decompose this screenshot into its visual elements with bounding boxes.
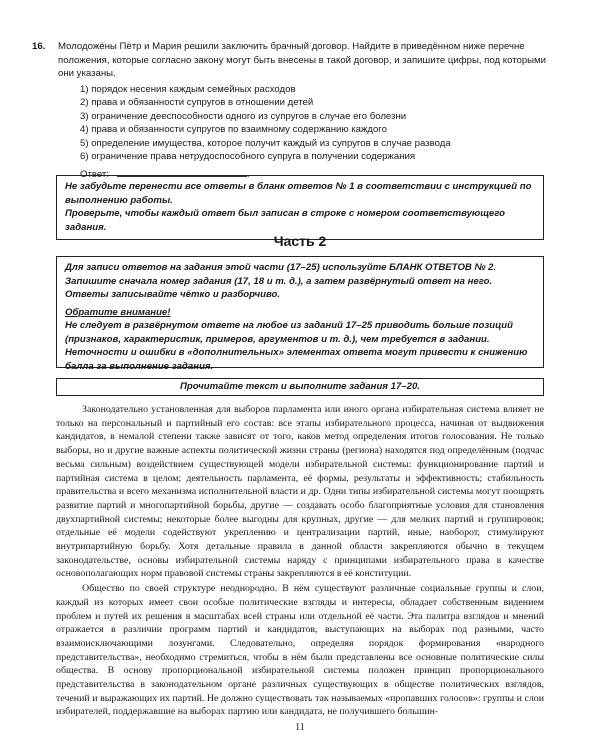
attention-text: Не следует в развёрнутом ответе на любое из заданий 17–25 приводить больше позиций (признаков, характеристик, примеров, аргументов и т. д.), чем требуется в задании. Неточности и ошибки в «дополнительных» элементах ответа могут привести к снижению балла за выполнение задания. [65,320,528,372]
option-item: 6) ограничение права нетрудоспособного супруга в получении содержания [80,151,416,162]
task-16 [32,40,558,181]
option-item: 5) определение имущества, которое получит каждый из супругов в случае развода [80,137,451,149]
answer-end: . [246,168,250,180]
option-item: 3) ограничение дееспособности одного из супругов в случае его болезни [80,110,407,122]
option-item: 2) права и обязанности супругов в отношении детей [80,97,314,108]
option-item: 1) порядок несения каждым семейных расходов [80,83,296,95]
reading-text [56,403,544,719]
instructions-box [56,256,544,372]
task-options [80,83,558,164]
paragraph-1: Законодательно установленная для выборов парламента или иного органа избирательная система влияет не только на персональный и партийный его состав: все этапы избирательного процесса, начиная от выдвижения кандидатов, в немалой степени также зависят от того, каков метод определения итогов голосования. Не только выборы, но и другие важные аспекты политической жизни страны (региона) находятся под определённым (подчас весьма сильным) воздействием существующей модели избирательной системы: функционирование партий и партийная система в целом; деятельность парламента, её формы, результаты и эффективность; стабильность правительства и всего механизма исполнительной власти и др. Одни типы избирательной системы могут поощрять развитие партий и многопартийной борьбы, другие — создавать особо благоприятные условия для становления двухпартийной системы; некоторые более выгодны для крупных, другие — для мелких партий и группировок; отдельные её модели содействуют укреплению и централизации партий, иные, наоборот, стимулируют внутрипартийную борьбу. Хотя детальные правила в данной области закрепляются обычно в текущем законодательстве, основы избирательной системы наряду с принципами избирательного права в качестве основополагающих норм правовой системы страны закрепляются в её конституции. [56,404,544,580]
reminder-line-1: Не забудьте перенести все ответы в бланк ответов № 1 в соответствии с инструкцией по выполнению работы. [65,181,532,206]
reminder-box [56,175,544,240]
paragraph-2: Общество по своей структуре неоднородно. В нём существуют различные социальные группы и слои, каждый из которых имеет свои особые политические взгляды и интересы, обладает собственным видением проблем и путей их решения в масштабах всей страны или отдельной её части. Эта палитра взглядов и мнений отражается в различии программ партий и кандидатов, выступающих на выборах под разными, часто взаимоисключающими лозунгами. Следовательно, определяя порядок формирования «народного представительства», необходимо стремиться, чтобы в нём были представлены все основные политические силы общества. В основу пропорциональной избирательной системы положен принцип пропорционального представительства в законодательном органе различных существующих в обществе политических взглядов, течений и выражающих их партий. Не должно существовать так называемых «пропавших голосов»: группы и слои избирателей, поддержавшие на выборах партию или кандидата, не получившего большин- [56,583,544,718]
answer-label: Ответ: [80,168,109,180]
instructions-text: Для записи ответов на задания этой части (17–25) используйте БЛАНК ОТВЕТОВ № 2. Запишите сначала номер задания (17, 18 и т. д.), а затем развёрнутый ответ на него. Ответы записывайте чётко и разборчиво. [65,262,497,300]
part-title: Часть 2 [273,233,327,249]
attention-heading: Обратите внимание! [65,306,171,318]
page-number: 11 [295,722,305,733]
reminder-line-2: Проверьте, чтобы каждый ответ был записан в строке с номером соответствующего задания. [65,208,506,233]
task-number: 16. [32,41,46,52]
task-text: Молодожёны Пётр и Мария решили заключить брачный договор. Найдите в приведённом ниже перечне положения, которые согласно закону могут быть внесены в такой договор, и запишите цифры, под которыми они указаны. [58,41,547,79]
option-item: 4) права и обязанности супругов по взаимному содержанию каждого [80,124,387,135]
read-prompt-box: Прочитайте текст и выполните задания 17–20. [56,378,544,396]
